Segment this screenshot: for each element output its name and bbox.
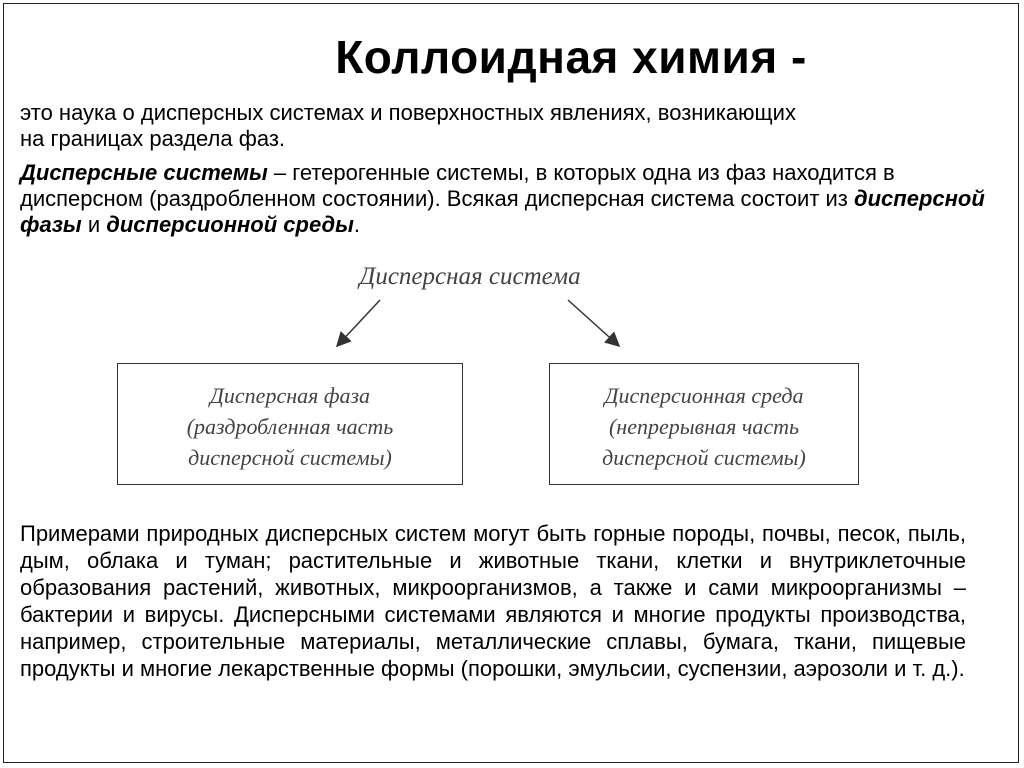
disperse-text-3: . bbox=[353, 212, 360, 237]
examples-paragraph: Примерами природных дисперсных систем могут быть горные породы, почвы, песок, пыль, дым, облака и туман; растительные и животные ткани, клетки и внутриклеточные образования растений, животных, микроорганизмов, а также и сами микроорганизмы – бактерии и вирусы. Дисперсными системами являются и многие продукты производства, например, строительные материалы, металлические сплавы, бумага, ткани, пищевые продукты и многие лекарственные формы (порошки, эмульсии, суспензии, аэрозоли и т. д.). bbox=[20, 521, 966, 681]
phase-line-3: дисперсной системы) bbox=[188, 445, 392, 470]
term-disperse-systems: Дисперсные системы bbox=[20, 160, 268, 185]
medium-line-2: (непрерывная часть bbox=[608, 414, 800, 439]
definition-line-2: на границах раздела фаз. bbox=[20, 126, 286, 151]
disperse-text-1: – гетерогенные системы, в которых одна из фаз находится в дисперсном (раздробленном состоянии). Всякая дисперсная система состоит из bbox=[20, 160, 895, 211]
diagram-root-label: Дисперсная система bbox=[359, 263, 581, 290]
dispersion-medium-box bbox=[549, 363, 859, 485]
medium-line-1: Дисперсионная среда bbox=[604, 383, 804, 408]
definition-line-1: это наука о дисперсных системах и поверхностных явлениях, возникающих bbox=[20, 100, 796, 125]
slide-title: Коллоидная химия - bbox=[335, 31, 807, 83]
disperse-systems-paragraph bbox=[20, 160, 1000, 238]
arrow-to-phase bbox=[338, 300, 380, 345]
arrow-to-medium bbox=[568, 300, 618, 345]
term-disperse-phase: дисперсной фазы bbox=[20, 186, 985, 237]
disperse-phase-box bbox=[117, 363, 463, 485]
phase-line-2: (раздробленная часть bbox=[186, 414, 394, 439]
definition-paragraph bbox=[20, 100, 1000, 152]
term-dispersion-medium: дисперсионной среды bbox=[106, 212, 354, 237]
disperse-system-diagram bbox=[0, 255, 1024, 515]
phase-line-1: Дисперсная фаза bbox=[209, 383, 371, 408]
medium-line-3: дисперсной системы) bbox=[602, 445, 806, 470]
disperse-text-2: и bbox=[81, 212, 107, 237]
